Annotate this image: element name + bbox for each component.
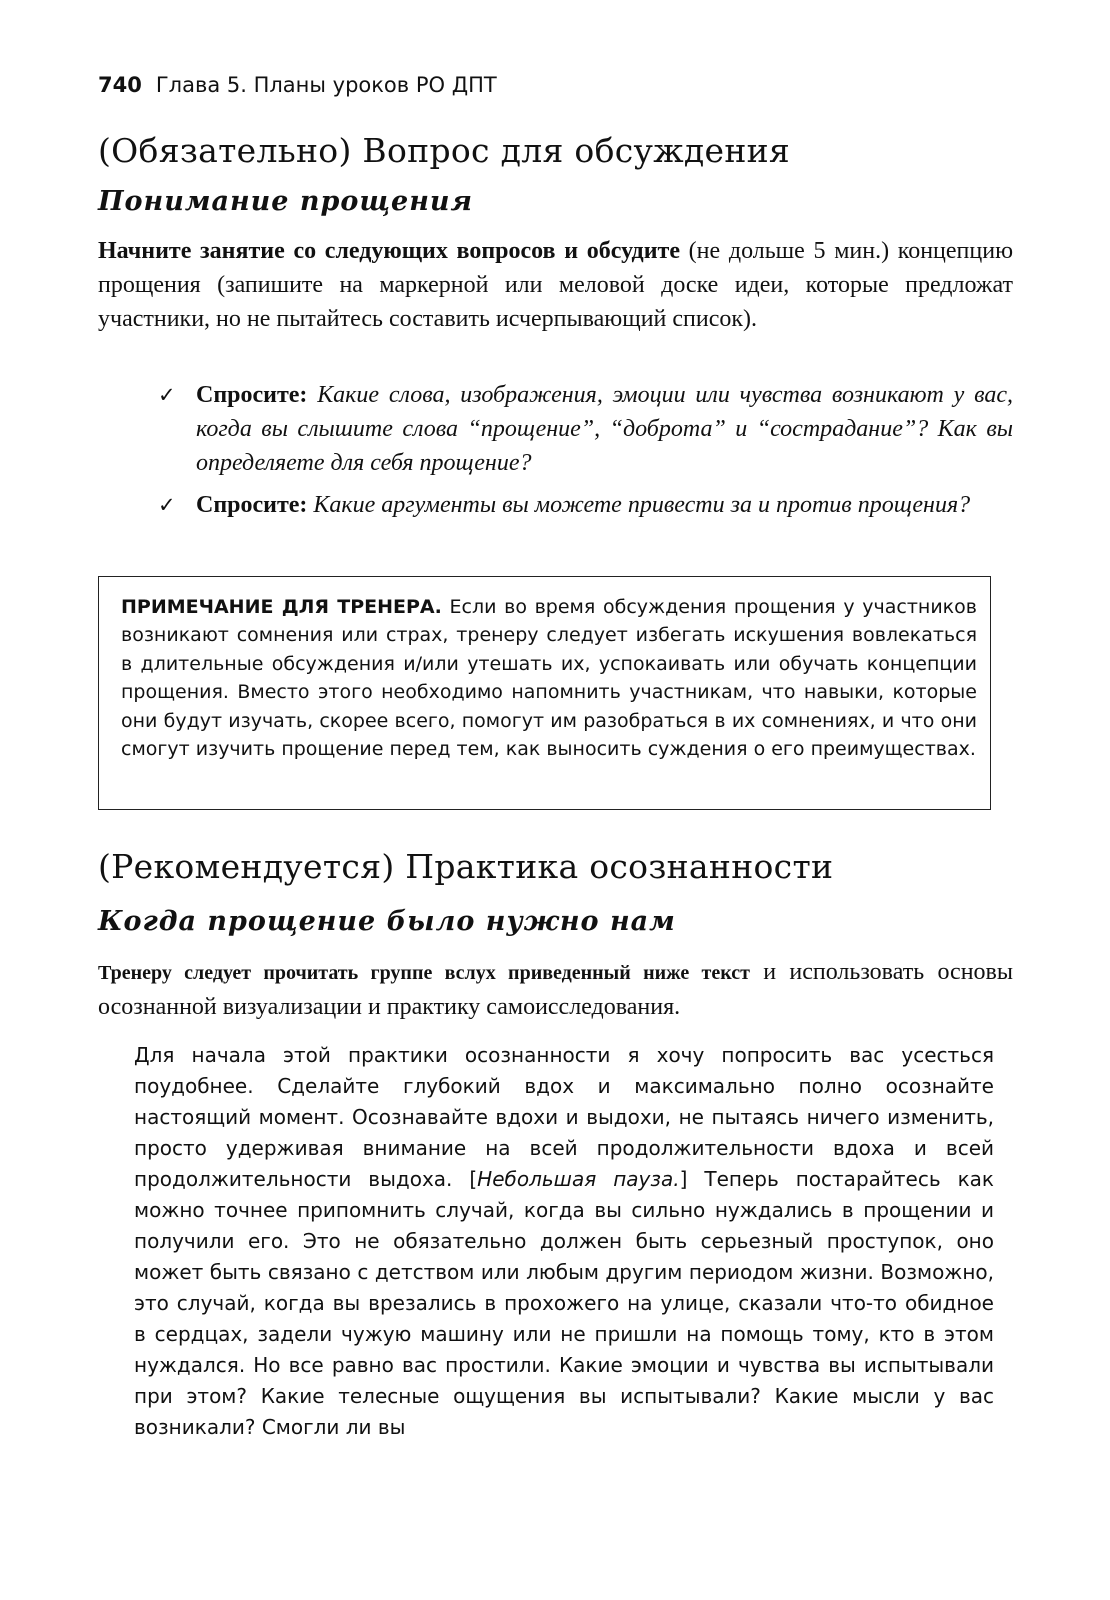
question-text: Какие слова, изображения, эмоции или чувства возникают у вас, когда вы слышите слова “прощение”, “доброта” и “сострадание”? Как вы определяете для себя прощение? xyxy=(196,382,1013,476)
trainer-note-box xyxy=(98,576,991,810)
script-part-2: ] Теперь постарайтесь как можно точнее припомнить случай, когда вы сильно нуждались в прощении и получили его. Это не обязательно должен быть серьезный проступок, оно может быть связано с детством или любым другим периодом жизни. Возможно, это случай, когда вы врезались в прохожего на улице, сказали что-то обидное в сердцах, задели чужую машину или не пришли на помощь тому, кто в этом нуждался. Но все равно вас простили. Какие эмоции и чувства вы испытывали при этом? Какие телесные ощущения вы испытывали? Какие мысли у вас возникали? Смогли ли вы xyxy=(134,1167,994,1439)
instruction-lead: Тренеру следует прочитать группе вслух приведенный ниже текст xyxy=(98,962,750,984)
section1-subheading: Понимание прощения xyxy=(98,186,474,217)
running-header xyxy=(98,70,497,100)
question-label: Спросите: xyxy=(196,492,308,518)
instruction-lead: Начните занятие со следующих вопросов и обсудите xyxy=(98,238,680,264)
page-number: 740 xyxy=(98,73,142,97)
trainer-note-text xyxy=(121,593,977,763)
instruction-rest: и использовать основы осознанной визуализации и практику самоисследования. xyxy=(98,959,1013,1020)
script-part-1: Для начала этой практики осознанности я хочу попросить вас усесться поудобнее. Сделайте глубокий вдох и максимально полно осознайте настоящий момент. Осознавайте вдохи и выдохи, не пытаясь ничего изменить, просто удерживая внимание на всей продолжительности вдоха и всей продолжительности выдоха. [ xyxy=(134,1043,994,1191)
mindfulness-script xyxy=(134,1040,994,1443)
section1-instruction xyxy=(98,234,1013,336)
question-list xyxy=(158,378,1013,522)
chapter-title: Глава 5. Планы уроков РО ДПТ xyxy=(155,73,497,97)
question-text: Какие аргументы вы можете привести за и против прощения? xyxy=(307,492,971,518)
question-item-2 xyxy=(158,488,1013,522)
checkmark-icon: ✓ xyxy=(158,383,176,407)
trainer-note-label: ПРИМЕЧАНИЕ ДЛЯ ТРЕНЕРА. xyxy=(121,596,442,618)
instruction-rest: (не дольше 5 мин.) концепцию прощения (запишите на маркерной или меловой доске идеи, которые предложат участники, но не пытайтесь составить исчерпывающий список). xyxy=(98,238,1014,332)
checkmark-icon: ✓ xyxy=(158,493,176,517)
section1-heading: (Обязательно) Вопрос для обсуждения xyxy=(98,131,791,170)
section2-subheading: Когда прощение было нужно нам xyxy=(98,906,676,937)
question-label: Спросите: xyxy=(196,382,308,408)
pause-note: Небольшая пауза. xyxy=(477,1167,680,1191)
question-item-1 xyxy=(158,378,1013,480)
trainer-note-body: Если во время обсуждения прощения у участников возникают сомнения или страх, тренеру следует избегать искушения вовлекаться в длительные обсуждения и/или утешать их, успокаивать или обучать концепции прощения. Вместо этого необходимо напомнить участникам, что навыки, которые они будут изучать, скорее всего, помогут им разобраться в их сомнениях, и что они смогут изучить прощение перед тем, как выносить суждения о его преимуществах. xyxy=(121,596,977,761)
section2-instruction xyxy=(98,955,1013,1024)
section2-heading: (Рекомендуется) Практика осознанности xyxy=(98,847,834,886)
